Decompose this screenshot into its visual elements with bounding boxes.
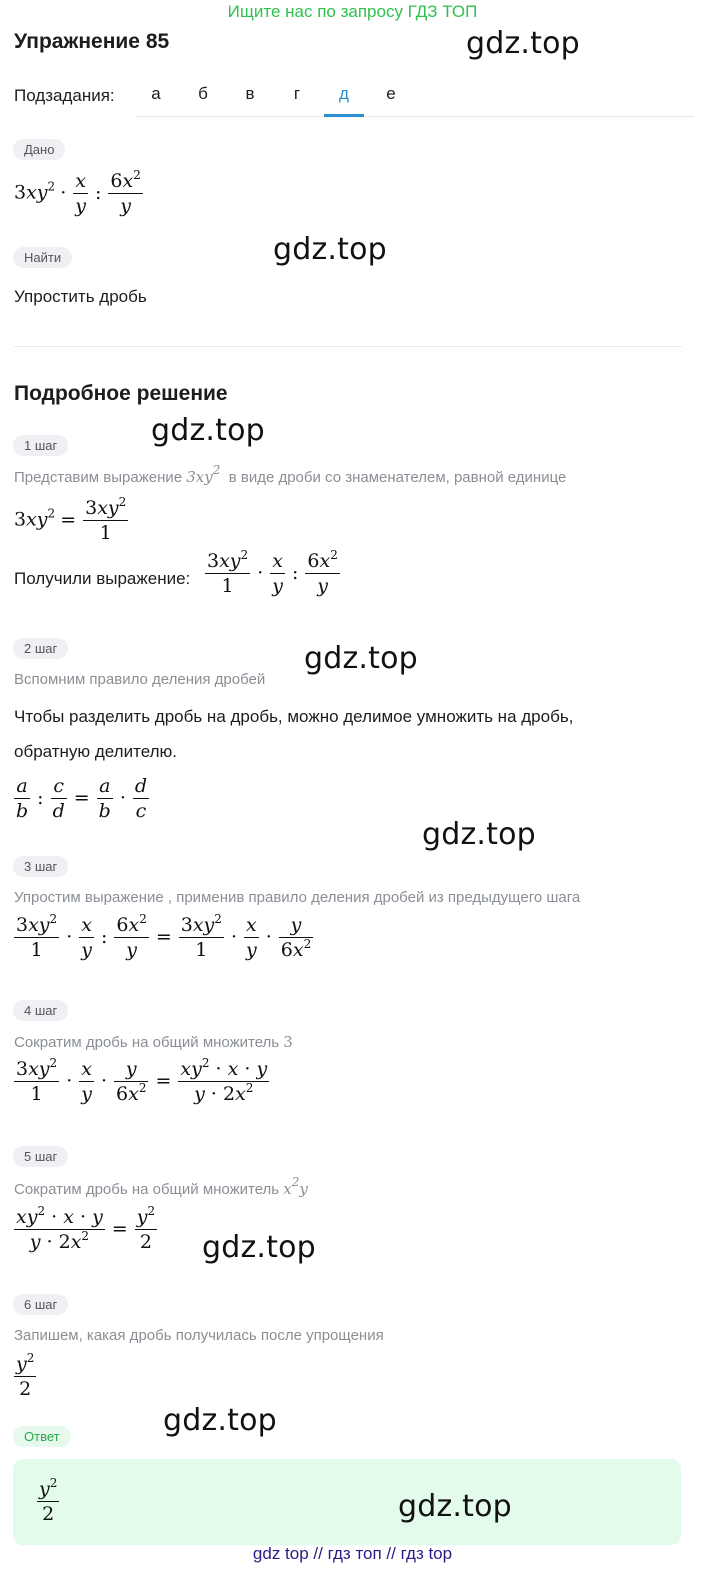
given-badge: Дано (13, 139, 65, 160)
solution-title: Подробное решение (14, 382, 228, 405)
step-1-got-expression: $\frac{3xy^2}{1}$ · $\frac{x}{y}$ : $\frac{6x^2}{y}$ (207, 548, 338, 597)
step-1-formula: $3xy^2$ = $\frac{3xy^2}{1}$ (14, 495, 127, 544)
step-6-badge: 6 шаг (13, 1294, 68, 1315)
answer-formula: $\frac{y^2}{2}$ (39, 1476, 58, 1525)
find-text: Упростить дробь (14, 287, 147, 306)
step-2-rule-formula: $\frac{a}{b}$ : $\frac{c}{d}$ = $\frac{a}{b}$ · $\frac{d}{c}$ (16, 775, 148, 822)
tab-v[interactable]: в (245, 84, 255, 103)
watermark: gdz.top (422, 817, 536, 852)
step-2-text: Вспомним правило деления дробей (14, 671, 266, 688)
divider (14, 346, 682, 347)
watermark: gdz.top (202, 1230, 316, 1265)
step-3-formula: $\frac{3xy^2}{1}$ · $\frac{x}{y}$ : $\frac{6x^2}{y}$ = $\frac{3xy^2}{1}$ · $\frac{x}{y}$ · $\frac{y}{6x^2}$ (16, 912, 312, 961)
answer-badge: Ответ (13, 1426, 71, 1447)
step-2-badge: 2 шаг (13, 638, 68, 659)
subtasks-bar (14, 82, 694, 116)
step-3-badge: 3 шаг (13, 856, 68, 877)
watermark: gdz.top (273, 232, 387, 267)
step-4-badge: 4 шаг (13, 1000, 68, 1021)
tab-b[interactable]: б (198, 84, 208, 103)
step-5-formula: $\frac{xy^2 \cdot x \cdot y}{y \cdot 2x^2}$ = $\frac{y^2}{2}$ (16, 1204, 156, 1253)
watermark: gdz.top (466, 26, 580, 61)
step-1-badge: 1 шаг (13, 435, 68, 456)
subtasks-label: Подзадания: (14, 86, 115, 105)
step-1-got-label: Получили выражение: (14, 569, 191, 588)
watermark: gdz.top (163, 1403, 277, 1438)
tab-d[interactable]: д (324, 84, 364, 117)
step-4-factor: 3 (283, 1033, 293, 1051)
step-3-text: Упростим выражение , применив правило деления дробей из предыдущего шага (14, 889, 581, 906)
answer-box (13, 1459, 681, 1545)
step-1-text-head: Представим выражение (14, 469, 183, 486)
step-5-text-head: Сократим дробь на общий множитель (14, 1181, 280, 1198)
footer-links[interactable]: gdz top // гдз топ // гдз top (252, 1544, 453, 1563)
step-6-text: Запишем, какая дробь получилась после упрощения (14, 1327, 384, 1344)
step-4-text (14, 1033, 293, 1051)
page-title: Упражнение 85 (14, 30, 170, 53)
step-1-text-tail: в виде дроби со знаменателем, равной единице (228, 469, 567, 486)
tab-e[interactable]: е (386, 84, 396, 103)
tab-a[interactable]: а (151, 84, 161, 103)
watermark: gdz.top (304, 641, 418, 676)
watermark: gdz.top (151, 413, 265, 448)
step-4-formula: $\frac{3xy^2}{1}$ · $\frac{x}{y}$ · $\frac{y}{6x^2}$ = $\frac{xy^2 \cdot x \cdot y}{y \cdot 2x^2}$ (16, 1056, 268, 1105)
find-badge: Найти (13, 247, 72, 268)
given-expression: $3xy^2$ · $\frac{x}{y}$ : $\frac{6x^2}{y}$ (14, 168, 141, 217)
step-5-text: Сократим дробь на общий множитель $x^2y$ (14, 1175, 308, 1198)
subtask-tabs (136, 82, 694, 117)
top-banner: Ищите нас по запросу ГДЗ ТОП (227, 2, 478, 21)
step-6-formula: $\frac{y^2}{2}$ (16, 1351, 35, 1400)
step-2-rule-line1: Чтобы разделить дробь на дробь, можно делимое умножить на дробь, (14, 707, 574, 726)
step-1-text: Представим выражение $3xy^2$ в виде дроби со знаменателем, равной единице (14, 463, 567, 486)
step-2-rule-line2: обратную делителю. (14, 742, 177, 761)
tab-g[interactable]: г (293, 84, 301, 103)
step-4-text-head: Сократим дробь на общий множитель (14, 1034, 280, 1051)
step-5-badge: 5 шаг (13, 1146, 68, 1167)
watermark: gdz.top (398, 1489, 512, 1524)
